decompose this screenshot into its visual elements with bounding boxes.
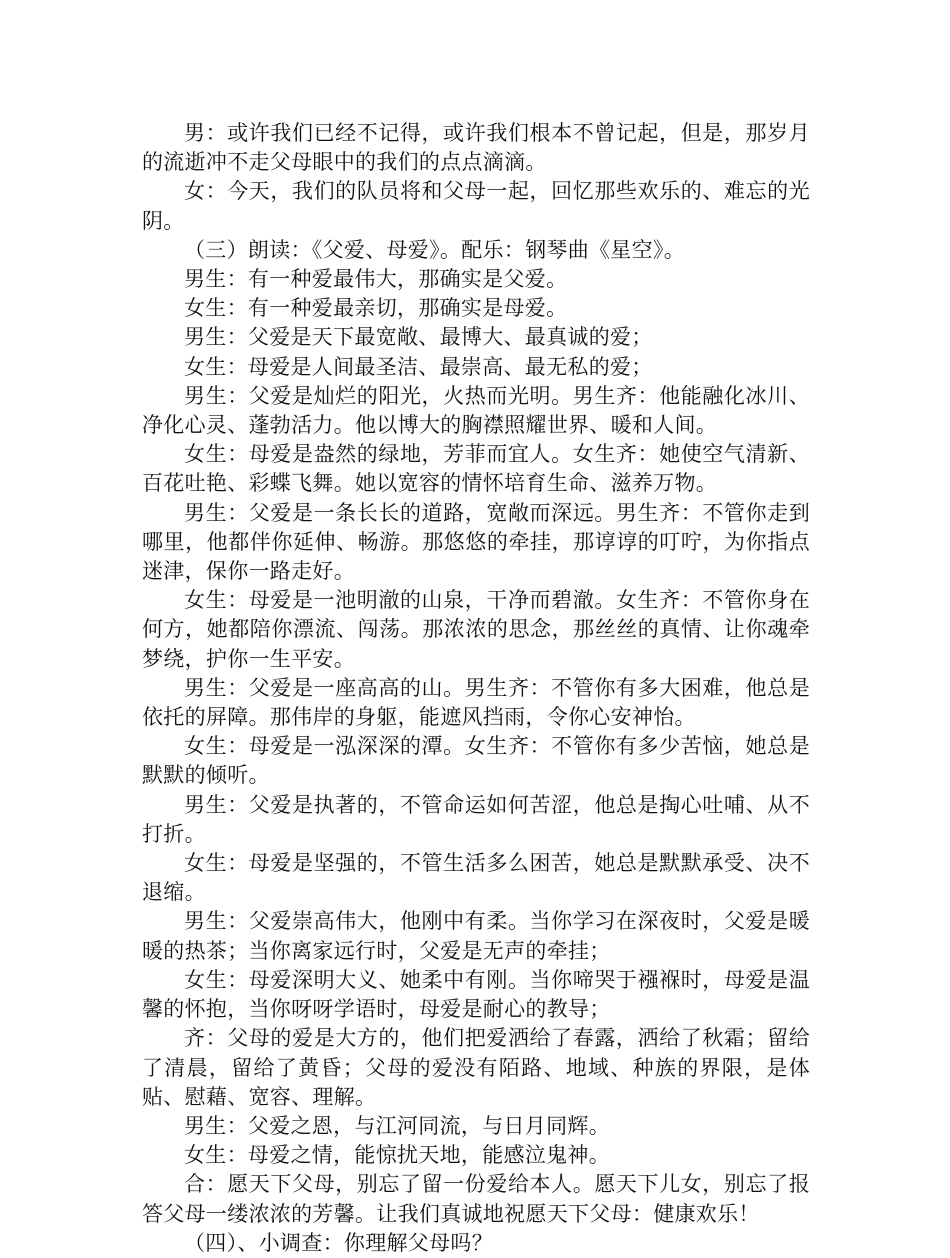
paragraph-19: 男生：父爱之恩，与江河同流，与日月同辉。 <box>184 1113 610 1138</box>
paragraph-8: 男生：父爱是灿烂的阳光，火热而光明。男生齐：他能融化冰川、净化心灵、蓬勃活力。他以博大的胸襟照耀世界、暖和人间。 <box>142 383 810 438</box>
paragraph-1: 男：或许我们已经不记得，或许我们根本不曾记起，但是，那岁月的流逝冲不走父母眼中的我们的点点滴滴。 <box>142 121 810 175</box>
section-heading-survey: （四）、小调查：你理解父母吗？ <box>184 1230 493 1255</box>
paragraph-5: 女生：有一种爱最亲切，那确实是母爱。 <box>184 296 568 321</box>
paragraph-10: 男生：父爱是一条长长的道路，宽敞而深远。男生齐：不管你走到哪里，他都伴你延伸、畅游。那悠悠的牵挂，那谆谆的叮咛，为你指点迷津，保你一路走好。 <box>142 500 810 584</box>
paragraph-15: 女生：母爱是坚强的，不管生活多么困苦，她总是默默承受、决不退缩。 <box>142 851 810 905</box>
paragraph-13: 女生：母爱是一泓深深的潭。女生齐：不管你有多少苦恼，她总是默默的倾听。 <box>142 734 810 788</box>
document-body <box>142 119 810 1258</box>
paragraph-20: 女生：母爱之情，能惊扰天地，能感泣鬼神。 <box>184 1143 610 1168</box>
paragraph-6: 男生：父爱是天下最宽敞、最博大、最真诚的爱； <box>184 325 653 350</box>
paragraph-14: 男生：父爱是执著的，不管命运如何苦涩，他总是掏心吐哺、从不打折。 <box>142 792 810 846</box>
paragraph-11: 女生：母爱是一池明澈的山泉，干净而碧澈。女生齐：不管你身在何方，她都陪你漂流、闯荡。那浓浓的思念，那丝丝的真情、让你魂牵梦绕，护你一生平安。 <box>142 588 810 671</box>
paragraph-18: 齐：父母的爱是大方的，他们把爱洒给了春露，洒给了秋霜；留给了清晨，留给了黄昏；父母的爱没有陌路、地域、种族的界限，是体贴、慰藉、宽容、理解。 <box>142 1026 810 1109</box>
paragraph-9: 女生：母爱是盎然的绿地，芳菲而宜人。女生齐：她使空气清新、百花吐艳、彩蝶飞舞。她以宽容的情怀培育生命、滋养万物。 <box>142 442 810 496</box>
section-heading-reading: （三）朗读：《父爱、母爱》。配乐：钢琴曲《星空》。 <box>184 237 685 262</box>
paragraph-2: 女：今天，我们的队员将和父母一起，回忆那些欢乐的、难忘的光阴。 <box>142 179 810 233</box>
paragraph-17: 女生：母爱深明大义、她柔中有刚。当你啼哭于襁褓时，母爱是温馨的怀抱，当你呀呀学语时，母爱是耐心的教导； <box>142 967 810 1022</box>
paragraph-4: 男生：有一种爱最伟大，那确实是父爱。 <box>184 267 568 292</box>
paragraph-12: 男生：父爱是一座高高的山。男生齐：不管你有多大困难，他总是依托的屏障。那伟岸的身躯，能遮风挡雨，令你心安神怡。 <box>142 675 810 730</box>
paragraph-7: 女生：母爱是人间最圣洁、最崇高、最无私的爱； <box>184 354 653 379</box>
paragraph-16: 男生：父爱崇高伟大，他刚中有柔。当你学习在深夜时，父爱是暖暖的热茶；当你离家远行时，父爱是无声的牵挂； <box>142 909 810 963</box>
paragraph-21: 合：愿天下父母，别忘了留一份爱给本人。愿天下儿女，别忘了报答父母一缕浓浓的芳馨。让我们真诚地祝愿天下父母：健康欢乐！ <box>142 1172 810 1226</box>
